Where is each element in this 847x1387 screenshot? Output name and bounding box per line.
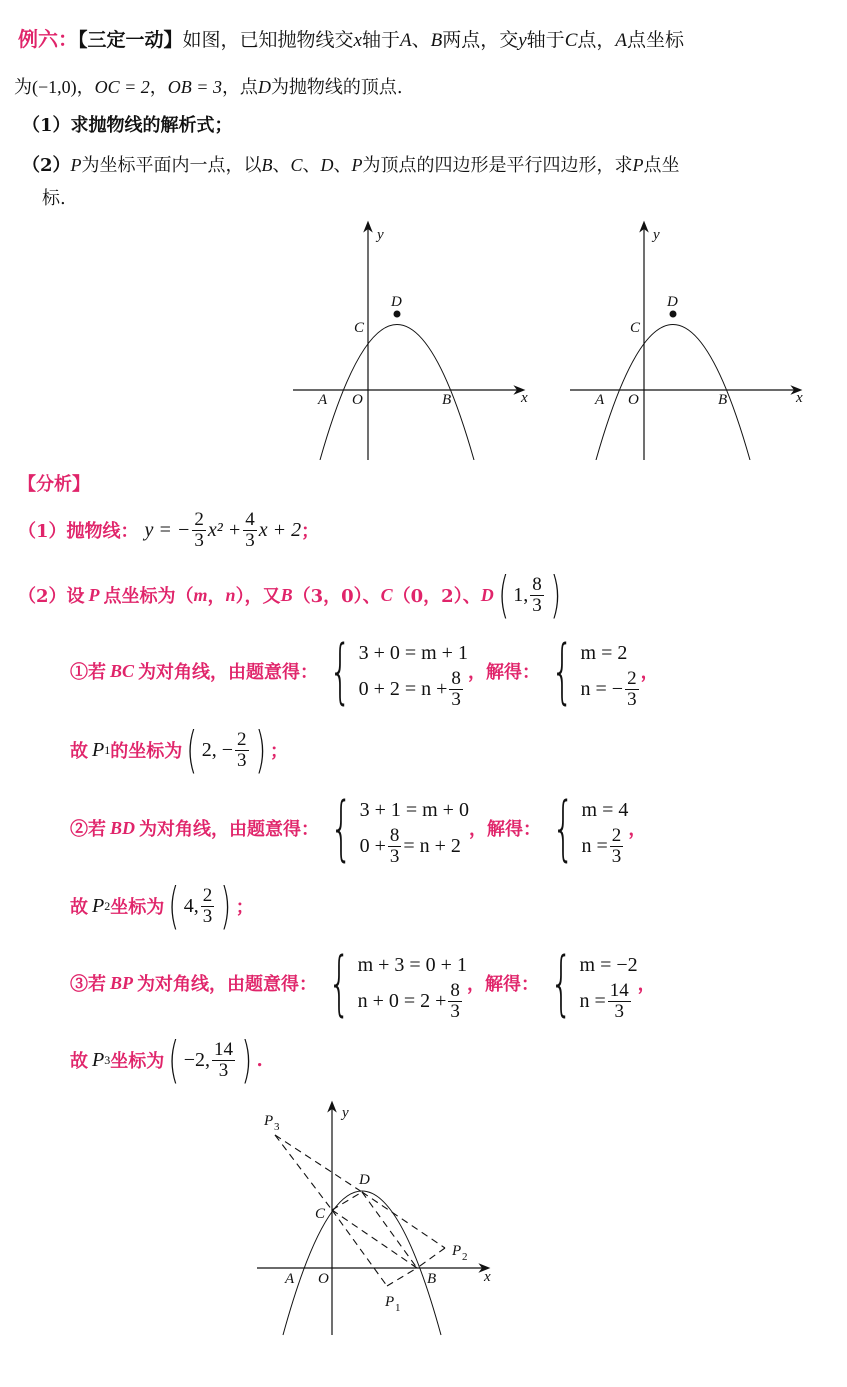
var-B: B (430, 30, 443, 51)
equation-system: { 3 + 0 = m + 1 0 + 2 = n + $\frac{8}{3}$ (329, 630, 468, 712)
var-n: n (225, 584, 236, 605)
svg-text:A: A (285, 1271, 295, 1287)
stem-text: 两点，交 (442, 29, 519, 51)
svg-text:2: 2 (462, 1251, 468, 1263)
analysis-part-1 (18, 505, 319, 555)
var-P: P (88, 584, 100, 605)
stem-text: 、 (302, 155, 321, 176)
svg-text:P: P (385, 1294, 395, 1310)
svg-text:y: y (342, 1105, 349, 1121)
problem-line-1 (18, 26, 684, 54)
svg-text:D: D (391, 294, 402, 310)
var-x: x (353, 30, 362, 51)
equation-system: { 3 + 1 = m + 0 0 + $\frac{8}{3}$ = n + 2 (330, 787, 469, 869)
result-2: 故 P 2 坐标为 ( 4, $\frac{2}{3}$ ) ； (70, 877, 254, 935)
stem-text: 轴于 (361, 29, 400, 51)
point-D-x: 1, (513, 583, 529, 606)
punct: ； (301, 521, 320, 542)
var-C: C (564, 30, 578, 51)
analysis-part-2: （2）设 P 点坐标为（ m ， n ），又 B （3，0）、 C （0，2）、 D ( 1, $\frac{8}{3}$ ) (18, 566, 561, 624)
var-P: P (70, 155, 82, 175)
question-1: （1）求抛物线的解析式； (22, 115, 233, 136)
punct: ， (640, 662, 659, 683)
stem-text: 为坐标平面内一点，以 (81, 155, 262, 176)
svg-text:O: O (318, 1271, 329, 1287)
stem-text: 为 (14, 77, 32, 98)
var-m: m (193, 584, 208, 605)
case-3: ③若 BP 为对角线，由题意得： { m + 3 = 0 + 1 n + 0 = 2 + $\frac{8}{3}$ ，解得： { m = −2 n = $\frac{14}{3}$ ， (70, 942, 656, 1024)
dashed-lines (275, 1135, 445, 1286)
text: ），又 (235, 586, 281, 607)
stem-text: 、 (411, 29, 431, 51)
stem-text: 如图，已知抛物线交 (182, 29, 354, 51)
vertex-dot (394, 311, 401, 318)
svg-text:C: C (315, 1206, 326, 1222)
punct: ， (207, 586, 226, 607)
var-A: A (615, 30, 627, 51)
diagonal-name: BC (110, 660, 135, 681)
svg-text:x: x (521, 390, 528, 406)
svg-text:O: O (352, 392, 363, 408)
fraction: $\frac{4}{3}$ (245, 508, 255, 551)
stem-text: 、 (333, 155, 352, 176)
svg-text:B: B (718, 392, 728, 408)
result-1: 故 P 1 的坐标为 ( 2, − $\frac{2}{3}$ ) ； (70, 721, 289, 779)
point-B-coord: （3，0）、 (292, 586, 381, 607)
var-B: B (261, 155, 273, 175)
svg-text:B: B (427, 1271, 437, 1287)
vertex-dot (670, 311, 677, 318)
svg-text:3: 3 (274, 1121, 280, 1133)
stem-text: 为顶点的四边形是平行四边形，求 (362, 155, 633, 176)
solution-system: { m = −2 n = $\frac{14}{3}$ (550, 942, 638, 1024)
var-B: B (280, 584, 293, 605)
ob-value: OB = 3 (167, 77, 222, 97)
svg-text:P: P (452, 1243, 462, 1259)
fraction: $\frac{8}{3}$ (532, 573, 542, 616)
var-C: C (290, 155, 303, 175)
svg-text:A: A (318, 392, 328, 408)
equation-text: x + 2 (258, 518, 302, 541)
var-A: A (399, 30, 412, 51)
fraction: $\frac{2}{3}$ (194, 508, 204, 551)
q2-number: （2） (22, 155, 71, 176)
parabola-curve (283, 1191, 441, 1335)
part2-label: （2）设 (18, 586, 85, 607)
stem-text: 为抛物线的顶点. (270, 77, 403, 98)
stem-text: ， (149, 77, 168, 98)
problem-line-2 (14, 74, 403, 101)
analysis-header: 【分析】 (18, 474, 90, 495)
var-P: P (632, 155, 644, 175)
svg-text:1: 1 (395, 1302, 401, 1314)
stem-text: 点， (577, 29, 616, 51)
stem-text: 点坐 (643, 155, 680, 176)
stem-text: 轴于 (526, 29, 565, 51)
var-D: D (320, 155, 334, 175)
equation-text: x² + (207, 518, 242, 541)
oc-value: OC = 2 (94, 77, 150, 97)
parabola-figure-2 (565, 215, 815, 460)
svg-text:A: A (595, 392, 605, 408)
var-y: y (518, 30, 527, 51)
svg-text:y: y (653, 227, 660, 243)
var-D: D (480, 584, 494, 605)
svg-text:C: C (630, 320, 641, 336)
result-3: 故 P 3 坐标为 ( −2, $\frac{14}{3}$ ) . (70, 1031, 263, 1089)
equation-system: { m + 3 = 0 + 1 n + 0 = 2 + $\frac{8}{3}$ (328, 942, 467, 1024)
var-P: P (351, 155, 363, 175)
text: ，解得： (467, 662, 540, 683)
svg-text:D: D (359, 1172, 370, 1188)
point-C-coord: （0，2）、 (392, 586, 481, 607)
svg-text:C: C (354, 320, 365, 336)
case-1 (70, 627, 659, 715)
problem-tag: 【三定一动】 (78, 29, 183, 51)
svg-text:x: x (484, 1269, 491, 1285)
stem-text: 、 (272, 155, 291, 176)
example-label: 例六： (18, 27, 78, 51)
svg-text:y: y (377, 227, 384, 243)
solution-system: { m = 4 n = $\frac{2}{3}$ (552, 787, 629, 869)
var-D: D (257, 77, 271, 97)
stem-text: ，点 (221, 77, 258, 98)
parabola-figure-1 (285, 215, 535, 460)
question-2-tail: 标. (42, 188, 66, 209)
var-C: C (380, 584, 393, 605)
part1-label: （1）抛物线： (18, 521, 139, 542)
svg-text:D: D (667, 294, 678, 310)
case-number: ①若 (70, 662, 106, 683)
stem-text: 点坐标 (627, 29, 685, 51)
question-2 (22, 152, 680, 179)
text: 点坐标为（ (103, 586, 194, 607)
svg-text:O: O (628, 392, 639, 408)
point-A-coord: (−1,0) (32, 77, 77, 97)
stem-text: ， (76, 77, 95, 98)
svg-text:B: B (442, 392, 452, 408)
solution-system: { m = 2 n = − $\frac{2}{3}$ (551, 630, 637, 712)
case-2: ②若 BD 为对角线，由题意得： { 3 + 1 = m + 0 0 + $\frac{8}{3}$ = n + 2 ，解得： { m = 4 n = $\frac{2}{3}$ ， (70, 787, 647, 869)
equation-text: y = − (144, 518, 191, 541)
parallelogram-figure (240, 1095, 510, 1355)
svg-text:x: x (796, 390, 803, 406)
svg-text:P: P (264, 1113, 274, 1129)
text: 为对角线，由题意得： (138, 662, 319, 683)
